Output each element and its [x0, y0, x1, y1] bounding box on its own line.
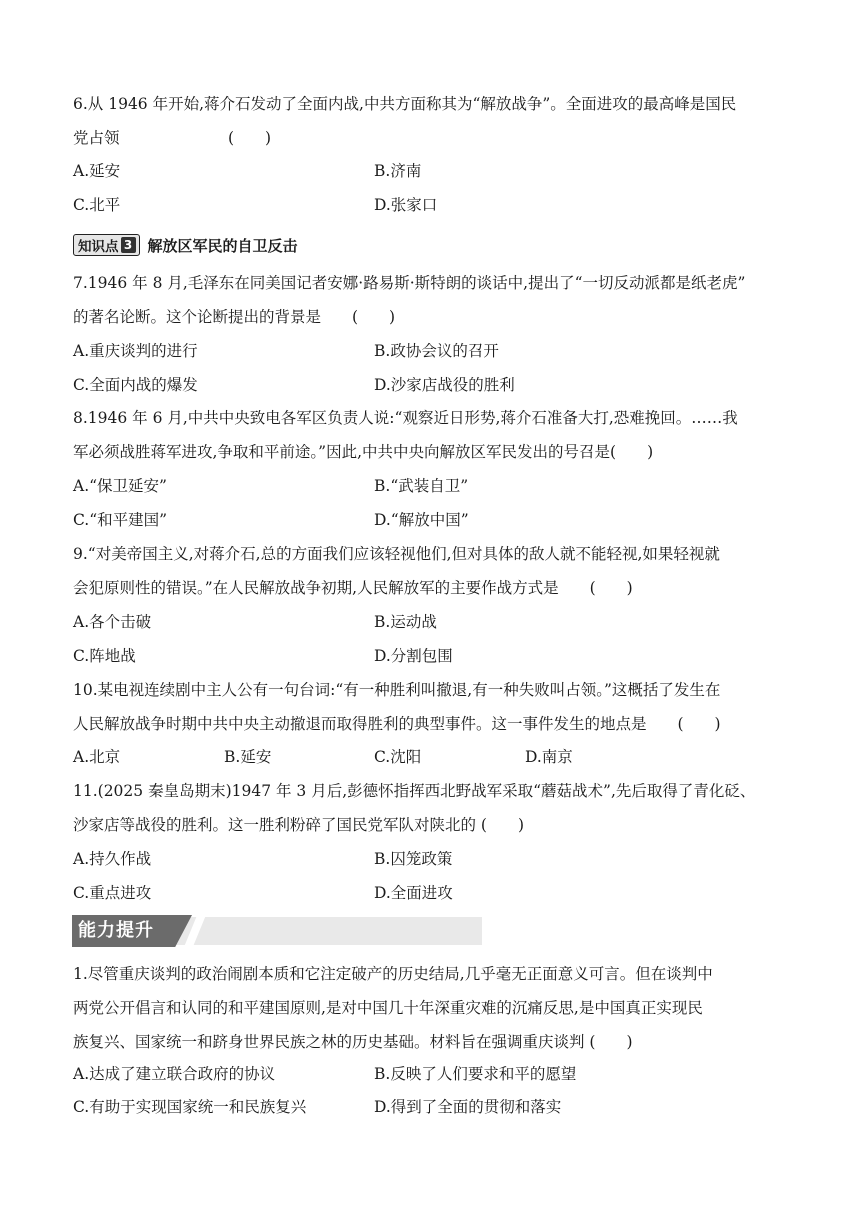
q11-option-a[interactable]: A.持久作战	[73, 850, 152, 868]
q8-stem-line-2: 军必须战胜蒋军进攻,争取和平前途。”因此,中共中央向解放区军民发出的号召是( )	[73, 443, 654, 461]
section-3-title: 解放区军民的自卫反击	[147, 236, 298, 255]
q8-stem-line-1: 8.1946 年 6 月,中共中央致电各军区负责人说:“观察近日形势,蒋介石准备大打,恐难挽回。……我	[73, 409, 738, 427]
q11-option-b[interactable]: B.囚笼政策	[374, 850, 453, 868]
q11-option-c[interactable]: C.重点进攻	[73, 884, 152, 902]
q7-option-a[interactable]: A.重庆谈判的进行	[73, 342, 198, 360]
q8-option-c[interactable]: C.“和平建国”	[73, 511, 168, 529]
ability-section-title: 能力提升	[78, 920, 154, 941]
q10-stem-line-1: 10.某电视连续剧中主人公有一句台词:“有一种胜利叫撤退,有一种失败叫占领。”这概括了发生在	[73, 681, 721, 699]
q7-option-c[interactable]: C.全面内战的爆发	[73, 376, 198, 394]
p1-stem-line-2: 两党公开倡言和认同的和平建国原则,是对中国几十年深重灾难的沉痛反思,是中国真正实现民	[73, 999, 703, 1017]
p1-option-d[interactable]: D.得到了全面的贯彻和落实	[374, 1098, 562, 1116]
q9-stem-line-2: 会犯原则性的错误。”在人民解放战争初期,人民解放军的主要作战方式是 ( )	[73, 579, 633, 597]
badge-label: 知识点	[78, 239, 119, 255]
q9-option-d[interactable]: D.分割包围	[374, 647, 453, 665]
q7-stem-line-2: 的著名论断。这个论断提出的背景是 ( )	[73, 308, 396, 326]
q8-option-d[interactable]: D.“解放中国”	[374, 511, 469, 529]
q8-option-b[interactable]: B.“武装自卫”	[374, 477, 469, 495]
knowledge-point-badge	[73, 234, 140, 256]
ability-section-banner	[72, 915, 482, 947]
q9-stem-line-1: 9.“对美帝国主义,对蒋介石,总的方面我们应该轻视他们,但对具体的敌人就不能轻视,如果轻视就	[73, 545, 720, 563]
p1-stem-line-1: 1.尽管重庆谈判的政治闹剧本质和它注定破产的历史结局,几乎毫无正面意义可言。但在谈判中	[73, 965, 713, 983]
q10-option-d[interactable]: D.南京	[525, 748, 573, 766]
q11-option-d[interactable]: D.全面进攻	[374, 884, 453, 902]
q7-option-b[interactable]: B.政协会议的召开	[374, 342, 499, 360]
q6-stem-line-1: 6.从 1946 年开始,蒋介石发动了全面内战,中共方面称其为“解放战争”。全面进攻的最高峰是国民	[73, 95, 737, 113]
q9-option-c[interactable]: C.阵地战	[73, 647, 136, 665]
q10-stem-line-2: 人民解放战争时期中共中央主动撤退而取得胜利的典型事件。这一事件发生的地点是 ( )	[73, 715, 721, 733]
p1-option-b[interactable]: B.反映了人们要求和平的愿望	[374, 1065, 577, 1083]
q10-option-b[interactable]: B.延安	[224, 748, 272, 766]
q6-option-b[interactable]: B.济南	[374, 162, 422, 180]
q9-option-a[interactable]: A.各个击破	[73, 613, 152, 631]
p1-option-c[interactable]: C.有助于实现国家统一和民族复兴	[73, 1098, 307, 1116]
q9-option-b[interactable]: B.运动战	[374, 613, 437, 631]
q6-option-c[interactable]: C.北平	[73, 196, 121, 214]
q8-option-a[interactable]: A.“保卫延安”	[73, 477, 167, 495]
q7-stem-line-1: 7.1946 年 8 月,毛泽东在同美国记者安娜·路易斯·斯特朗的谈话中,提出了“一切反动派都是纸老虎”	[73, 274, 746, 292]
q6-option-d[interactable]: D.张家口	[374, 196, 438, 214]
q6-stem-line-2: 党占领 ( )	[73, 129, 272, 147]
p1-option-a[interactable]: A.达成了建立联合政府的协议	[73, 1065, 276, 1083]
p1-stem-line-3: 族复兴、国家统一和跻身世界民族之林的历史基础。材料旨在强调重庆谈判 ( )	[73, 1033, 633, 1051]
badge-number: 3	[121, 237, 136, 253]
q7-option-d[interactable]: D.沙家店战役的胜利	[374, 376, 515, 394]
section-3-heading	[73, 234, 298, 256]
q6-option-a[interactable]: A.延安	[73, 162, 121, 180]
q11-stem-line-2: 沙家店等战役的胜利。这一胜利粉碎了国民党军队对陕北的 ( )	[73, 816, 525, 834]
q11-stem-line-1: 11.(2025 秦皇岛期末)1947 年 3 月后,彭德怀指挥西北野战军采取“蘑菇战术”,先后取得了青化砭、	[73, 782, 756, 800]
q10-option-a[interactable]: A.北京	[73, 748, 121, 766]
q10-option-c[interactable]: C.沈阳	[374, 748, 422, 766]
